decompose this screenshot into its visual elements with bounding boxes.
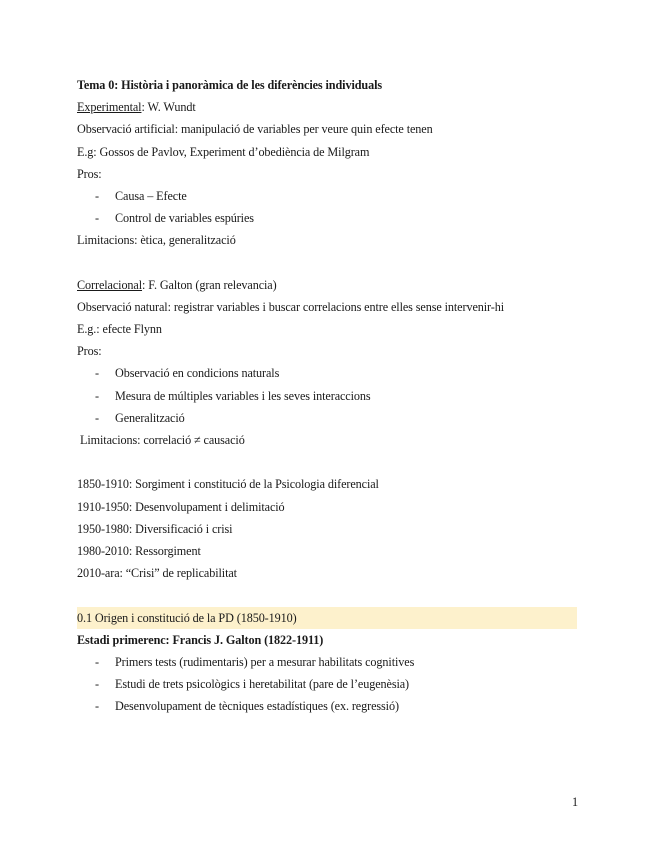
document-title: Tema 0: Història i panoràmica de les diferències individuals	[77, 78, 383, 92]
correlational-label: Correlacional	[77, 277, 143, 292]
list-item	[77, 385, 577, 407]
correlational-limitations: Limitacions: correlació ≠ causació	[80, 433, 245, 447]
bullet-dash: -	[95, 188, 99, 203]
timeline-item: 1980-2010: Ressorgiment	[77, 543, 201, 558]
timeline-item: 1950-1980: Diversificació i crisi	[77, 521, 233, 536]
timeline-item: 1850-1910: Sorgiment i constitució de la Psicologia diferencial	[77, 477, 379, 492]
list-item	[77, 207, 577, 229]
list-item-text: Observació en condicions naturals	[115, 366, 280, 381]
bullet-dash: -	[95, 366, 99, 381]
list-item-text: Desenvolupament de tècniques estadístiques (ex. regressió)	[115, 699, 399, 714]
bullet-dash: -	[95, 211, 99, 226]
list-item	[77, 673, 577, 695]
blank-line	[77, 451, 577, 473]
list-item-text: Primers tests (rudimentaris) per a mesurar habilitats cognitives	[115, 654, 415, 669]
list-item-text: Estudi de trets psicològics i heretabilitat (pare de l’eugenèsia)	[115, 677, 410, 692]
correlational-heading	[77, 274, 577, 296]
list-item-text: Causa – Efecte	[115, 188, 187, 203]
list-item-text: Control de variables espúries	[115, 211, 254, 226]
experimental-label: Experimental	[77, 100, 142, 115]
timeline-item: 1910-1950: Desenvolupament i delimitació	[77, 499, 285, 514]
experimental-heading	[77, 96, 577, 118]
blank-line	[77, 584, 577, 606]
list-item	[77, 407, 577, 429]
section-heading: 0.1 Origen i constitució de la PD (1850-1910)	[77, 607, 577, 629]
experimental-limitations: Limitacions: ètica, generalització	[77, 233, 236, 248]
bullet-dash: -	[95, 654, 99, 669]
correlational-observation: Observació natural: registrar variables i buscar correlacions entre elles sense intervenir-hi	[77, 299, 504, 314]
list-item-text: Mesura de múltiples variables i les seves interaccions	[115, 388, 371, 403]
correlational-pros-label: Pros:	[77, 344, 102, 359]
section-subheading: Estadi primerenc: Francis J. Galton (1822-1911)	[77, 632, 324, 647]
bullet-dash: -	[95, 677, 99, 692]
experimental-example: E.g: Gossos de Pavlov, Experiment d’obediència de Milgram	[77, 144, 370, 159]
list-item-text: Generalització	[115, 410, 185, 425]
list-item	[77, 651, 577, 673]
bullet-dash: -	[95, 699, 99, 714]
timeline-item: 2010-ara: “Crisi” de replicabilitat	[77, 566, 237, 581]
experimental-author: : W. Wundt	[141, 100, 196, 115]
list-item	[77, 362, 577, 384]
list-item	[77, 695, 577, 717]
experimental-pros-label: Pros:	[77, 166, 102, 181]
correlational-author: : F. Galton (gran relevancia)	[142, 277, 277, 292]
list-item	[77, 185, 577, 207]
page-number: 1	[572, 795, 579, 809]
blank-line	[77, 252, 577, 274]
bullet-dash: -	[95, 410, 99, 425]
correlational-example: E.g.: efecte Flynn	[77, 322, 162, 337]
document-body	[77, 74, 577, 717]
experimental-observation: Observació artificial: manipulació de variables per veure quin efecte tenen	[77, 122, 433, 137]
bullet-dash: -	[95, 388, 99, 403]
